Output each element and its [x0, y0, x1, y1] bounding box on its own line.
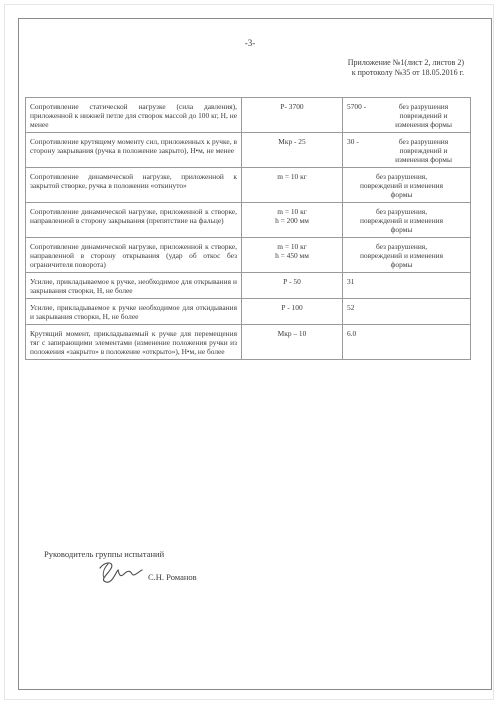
test-description: Сопротивление динамической нагрузке, приложенной к створке, направленной в сторону открывания (удар об откос без ограничителя поворота) [26, 238, 242, 273]
test-description: Усилие, прикладываемое к ручке, необходимое для открывания и закрывания створки, Н, не более [26, 273, 242, 299]
result-text [347, 207, 466, 234]
norm-line: Р- 3700 [280, 102, 304, 111]
norm-value [242, 203, 343, 238]
norm-value [242, 133, 343, 168]
test-description: Сопротивление крутящему моменту сил, приложенных к ручке, в сторону закрывания (ручка в положение закрыто), Н•м, не менее [26, 133, 242, 168]
result-text-line: повреждений и [399, 111, 448, 120]
norm-value [242, 98, 343, 133]
test-description: Усилие, прикладываемое к ручке необходимое для откидывания и закрывания створки, Н, не более [26, 299, 242, 325]
norm-line: m = 10 кг [277, 242, 307, 251]
signature-icon [94, 558, 146, 586]
appendix-note [348, 58, 464, 78]
result-number: 5700 - [347, 102, 367, 111]
result-number: 31 [347, 277, 355, 286]
result-text-line: повреждений и [399, 146, 448, 155]
norm-value [242, 299, 343, 325]
result-text-line: формы [390, 190, 413, 199]
test-result [343, 203, 471, 238]
test-result [343, 98, 471, 133]
requirements-table [25, 97, 471, 360]
result-number: 52 [347, 303, 355, 312]
test-result [343, 133, 471, 168]
norm-line: Мкр - 25 [278, 137, 306, 146]
test-description: Крутящий момент, прикладываемый к ручке для перемещения тяг с запирающими элементами (изменение положения ручки из положения «закрыто» в положение «открыто»), Н•м, не более [26, 325, 242, 360]
norm-line: Мкр – 10 [277, 329, 307, 338]
result-text-line: без разрушения [398, 102, 449, 111]
result-text-line: без разрушения, [375, 172, 428, 181]
result-text-line: без разрушения, [375, 207, 428, 216]
table-row [26, 299, 471, 325]
result-text-line: без разрушения, [375, 242, 428, 251]
norm-value [242, 273, 343, 299]
test-result [343, 168, 471, 203]
page-number: -3- [244, 38, 256, 48]
requirements-table-body [26, 98, 471, 360]
result-text [381, 137, 466, 164]
norm-line: Р - 50 [283, 277, 301, 286]
test-result [343, 238, 471, 273]
result-number: 30 - [347, 137, 359, 146]
result-text-line: формы [390, 260, 413, 269]
result-text [347, 242, 466, 269]
norm-value [242, 325, 343, 360]
result-text [381, 303, 466, 312]
norm-line: m = 10 кг [277, 207, 307, 216]
result-text-line: без разрушения [398, 137, 449, 146]
result-text [381, 277, 466, 286]
result-text-line: формы [390, 225, 413, 234]
test-description: Сопротивление динамической нагрузке, приложенной к створке, направленной в сторону закрывания (препятствие на фальце) [26, 203, 242, 238]
table-row [26, 203, 471, 238]
norm-line: h = 450 мм [275, 251, 309, 260]
result-text [381, 102, 466, 129]
test-result [343, 273, 471, 299]
norm-line: h = 200 мм [275, 216, 309, 225]
norm-value [242, 238, 343, 273]
test-result [343, 299, 471, 325]
table-row [26, 273, 471, 299]
result-text [347, 172, 466, 199]
norm-line: m = 10 кг [277, 172, 307, 181]
test-description: Сопротивление статической нагрузке (сила давления), приложенной к нижней петле для створок массой до 100 кг, Н, не менее [26, 98, 242, 133]
result-number: 6.0 [347, 329, 357, 338]
table-row [26, 238, 471, 273]
result-text-line: повреждений и изменения [359, 216, 444, 225]
result-text-line: изменения формы [395, 120, 452, 129]
norm-line: Р - 100 [281, 303, 303, 312]
table-row [26, 133, 471, 168]
result-text-line: повреждений и изменения [359, 251, 444, 260]
result-text-line: изменения формы [395, 155, 452, 164]
signer-name: С.Н. Романов [148, 572, 197, 582]
test-result [343, 325, 471, 360]
norm-value [242, 168, 343, 203]
table-row [26, 98, 471, 133]
appendix-line-1: Приложение №1(лист 2, листов 2) [347, 58, 464, 67]
test-description: Сопротивление динамической нагрузке, приложенной к закрытой створке, ручка в положении «откинуто» [26, 168, 242, 203]
table-row [26, 325, 471, 360]
table-row [26, 168, 471, 203]
result-text-line: повреждений и изменения [359, 181, 444, 190]
result-text [381, 329, 466, 338]
signer-title: Руководитель группы испытаний [44, 549, 165, 559]
appendix-line-2: к протоколу №35 от 18.05.2016 г. [351, 68, 464, 77]
